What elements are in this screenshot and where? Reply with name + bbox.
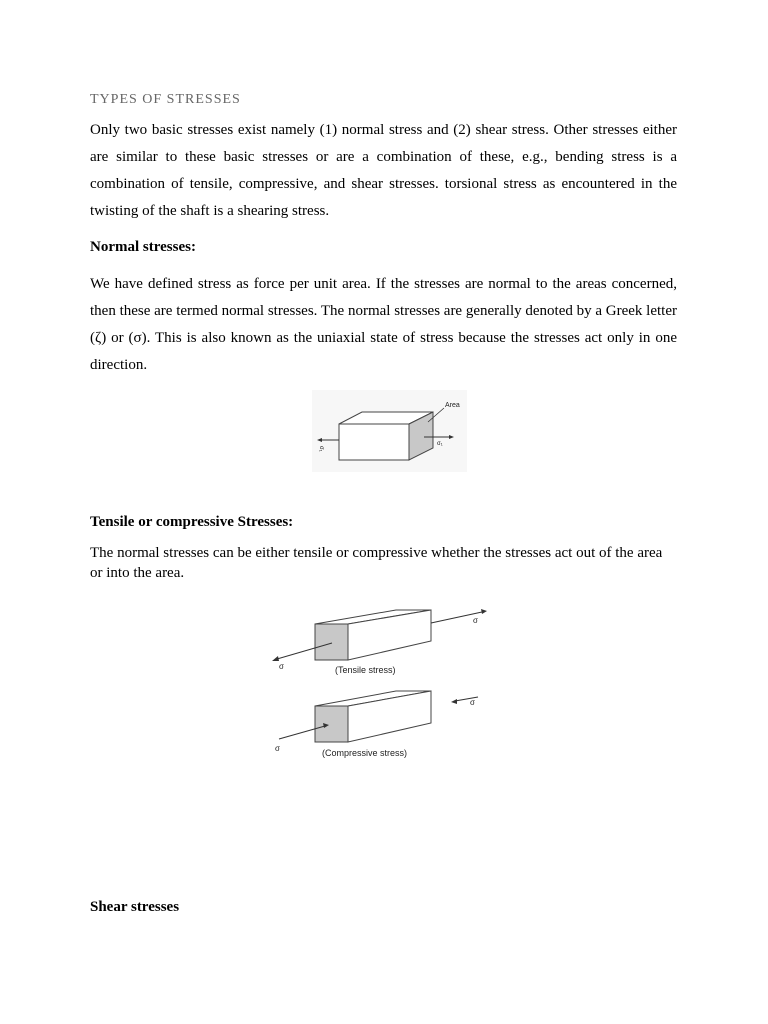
intro-paragraph: Only two basic stresses exist namely (1) normal stress and (2) shear stress. Other stresses either are similar to these basic stresses or are a combination of these, e.g., bending stress is a combination of tensile, compressive, and shear stresses. torsional stress as encountered in the twisting of the shaft is a shearing stress.	[90, 122, 677, 219]
normal-stresses-paragraph: We have defined stress as force per unit area. If the stresses are normal to the areas concerned, then these are termed normal stresses. The normal stresses are generally denoted by a Greek letter (ζ) or (σ). This is also known as the uniaxial state of stress because the stresses act only in one direction.	[90, 276, 677, 373]
compressive-caption: (Compressive stress)	[322, 748, 408, 758]
tensile-compressive-heading: Tensile or compressive Stresses:	[90, 514, 294, 530]
tensile-sigma-left: σ	[279, 662, 284, 671]
tensile-right-arrow-head	[481, 609, 487, 614]
compressive-sigma-right: σ	[470, 698, 475, 707]
compressive-right-arrow-head	[451, 699, 457, 704]
compressive-sigma-left: σ	[275, 744, 280, 753]
sigma-right-label: σ₁	[437, 441, 443, 447]
compressive-end-face	[315, 706, 348, 742]
tensile-end-face	[315, 624, 348, 660]
tensile-compressive-figure	[265, 603, 495, 768]
normal-stress-diagram	[312, 390, 467, 472]
shear-stresses-heading: Shear stresses	[90, 899, 180, 915]
section-heading: TYPES OF STRESSES	[90, 92, 241, 107]
normal-stress-figure	[312, 390, 467, 472]
area-label: Area	[445, 402, 460, 409]
sigma-left-label: σ₁	[318, 446, 324, 452]
tensile-sigma-right: σ	[473, 616, 478, 625]
box-front-face	[339, 424, 409, 460]
tensile-left-arrow-head	[272, 656, 279, 661]
tensile-compressive-paragraph: The normal stresses can be either tensile or compressive whether the stresses act out of the area or into the area.	[90, 545, 663, 581]
tensile-caption: (Tensile stress)	[335, 665, 396, 675]
tensile-compressive-diagram	[265, 603, 495, 768]
normal-stresses-heading: Normal stresses:	[90, 239, 196, 255]
